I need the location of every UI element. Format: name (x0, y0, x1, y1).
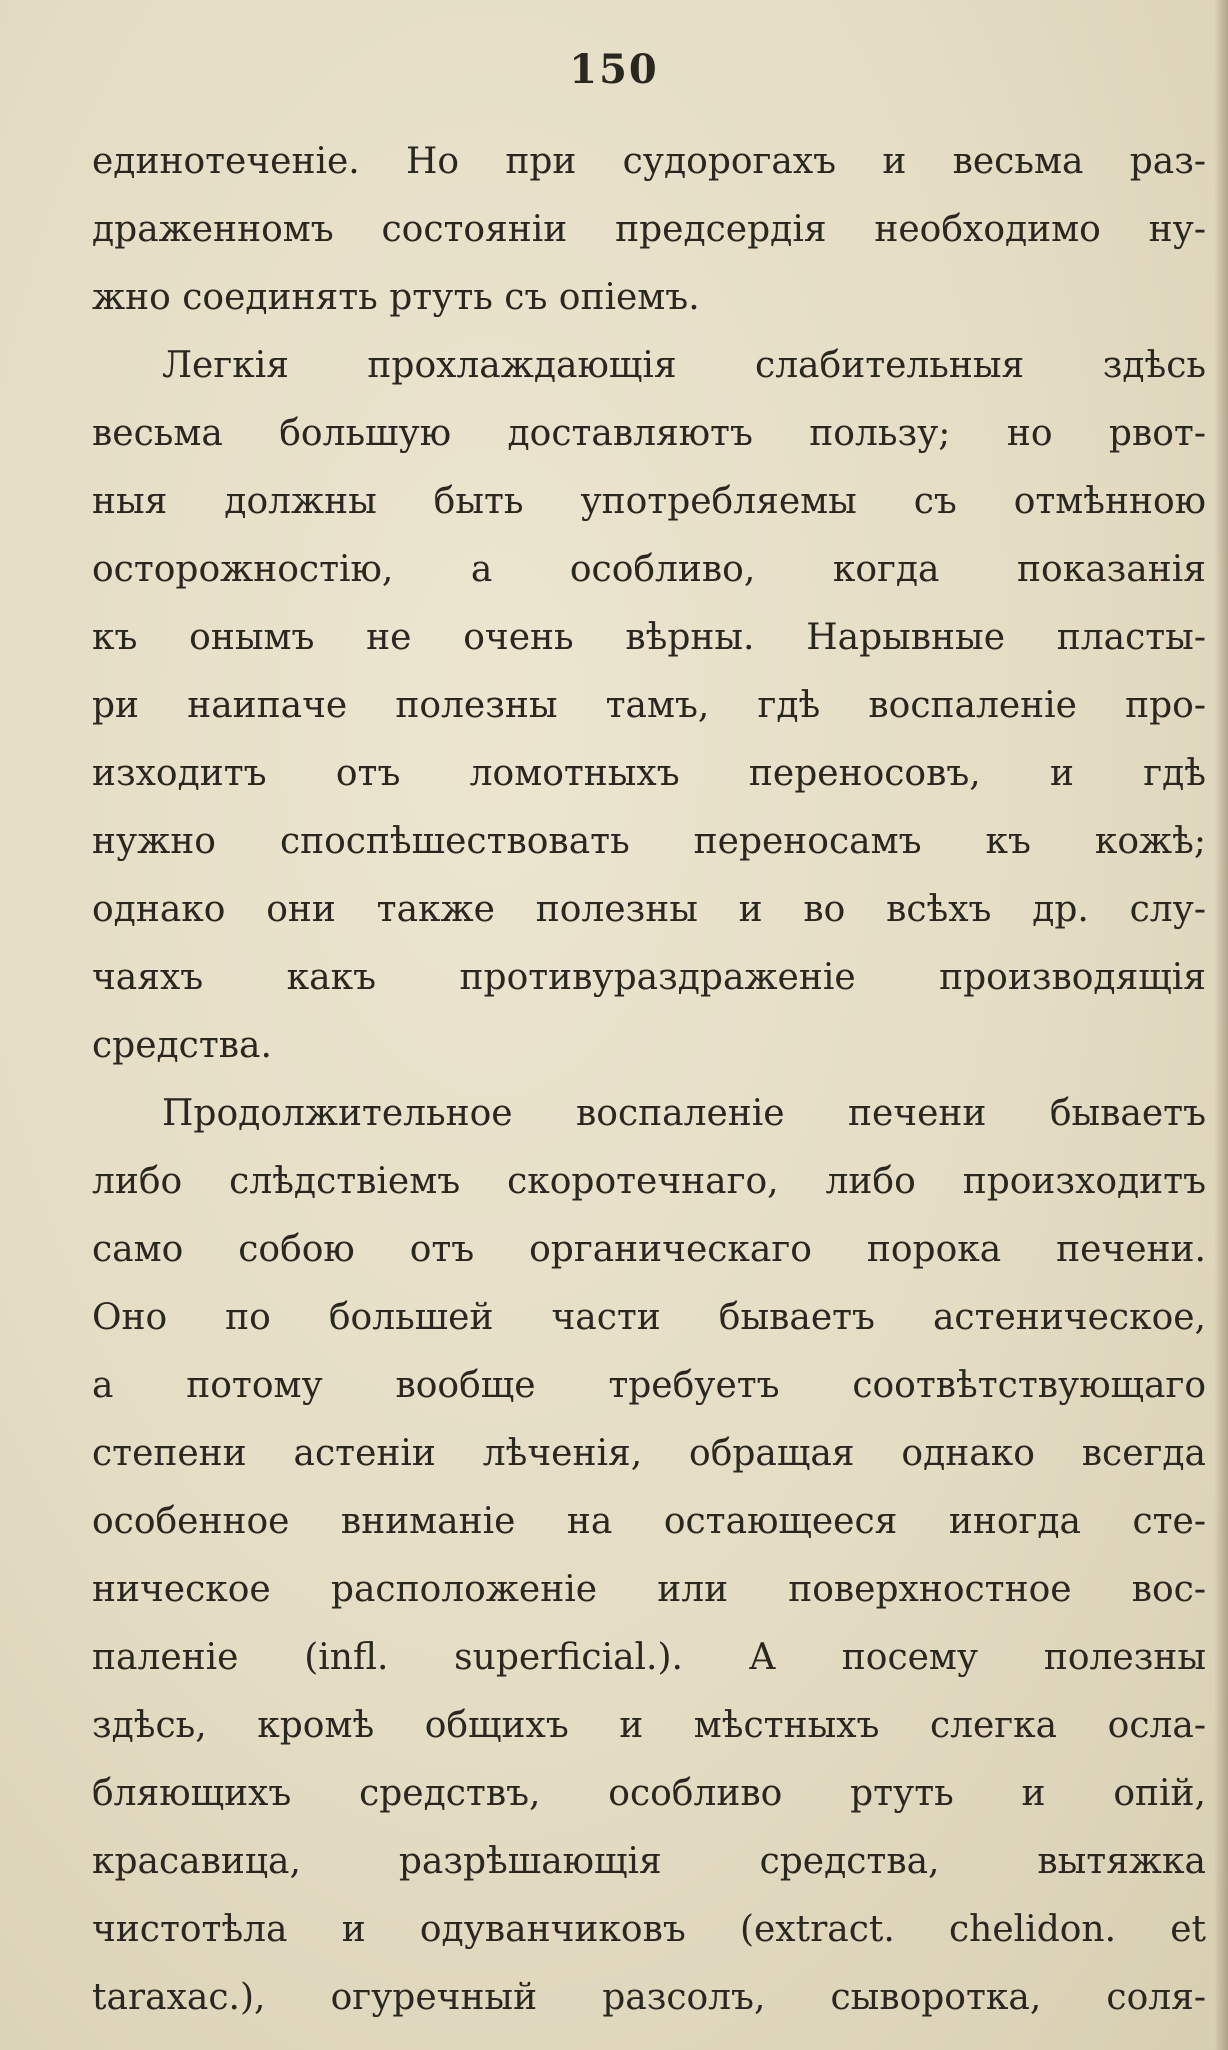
text-line: бляющихъ средствъ, особливо ртуть и опій, (92, 1773, 1206, 1814)
page-number: 150 (569, 46, 659, 93)
text-line: ническое расположеніе или поверхностное вос- (92, 1569, 1206, 1610)
text-line: здѣсь, кромѣ общихъ и мѣстныхъ слегка осла- (92, 1705, 1206, 1746)
text-line: степени астеніи лѣченія, обращая однако всегда (92, 1433, 1206, 1474)
text-line: а потому вообще требуетъ соотвѣтствующаго (92, 1365, 1206, 1406)
text-line: красавица, разрѣшающія средства, вытяжка (92, 1841, 1206, 1882)
text-line: осторожностію, а особливо, когда показанія (92, 549, 1206, 590)
text-line: паленіе (infl. superficial.). А посему полезны (92, 1637, 1206, 1678)
text-line: taraxac.), огуречный разсолъ, сыворотка, соля- (92, 1977, 1206, 2018)
text-line: само собою отъ органическаго порока печени. (92, 1229, 1206, 1270)
text-line: нужно споспѣшествовать переносамъ къ кожѣ; (92, 821, 1206, 862)
text-line: жно соединять ртуть съ опіемъ. (92, 277, 700, 318)
text-line: ри наипаче полезны тамъ, гдѣ воспаленіе про- (92, 685, 1206, 726)
page-text (92, 128, 1206, 2032)
text-line: средства. (92, 1025, 272, 1066)
text-line: Оно по большей части бываетъ астеническое, (92, 1297, 1206, 1338)
text-line: единотеченіе. Но при судорогахъ и весьма раз- (92, 141, 1206, 182)
text-line: однако они также полезны и во всѣхъ др. слу- (92, 889, 1206, 930)
text-line: драженномъ состояніи предсердія необходимо ну- (92, 209, 1206, 250)
text-line: Продолжительное воспаленіе печени бываетъ (162, 1093, 1206, 1134)
text-line: Легкія прохлаждающія слабительныя здѣсь (162, 345, 1206, 386)
text-line: либо слѣдствіемъ скоротечнаго, либо произходитъ (92, 1161, 1206, 1202)
text-line: весьма большую доставляютъ пользу; но рвот- (92, 413, 1206, 454)
page-edge-shadow (1214, 0, 1228, 2050)
text-line: чистотѣла и одуванчиковъ (extract. chelidon. et (92, 1909, 1206, 1950)
text-line: особенное вниманіе на остающееся иногда сте- (92, 1501, 1206, 1542)
text-line: изходитъ отъ ломотныхъ переносовъ, и гдѣ (92, 753, 1206, 794)
text-line: къ онымъ не очень вѣрны. Нарывные пласты- (92, 617, 1206, 658)
text-line: чаяхъ какъ противураздраженіе производящія (92, 957, 1206, 998)
text-line: ныя должны быть употребляемы съ отмѣнною (92, 481, 1206, 522)
